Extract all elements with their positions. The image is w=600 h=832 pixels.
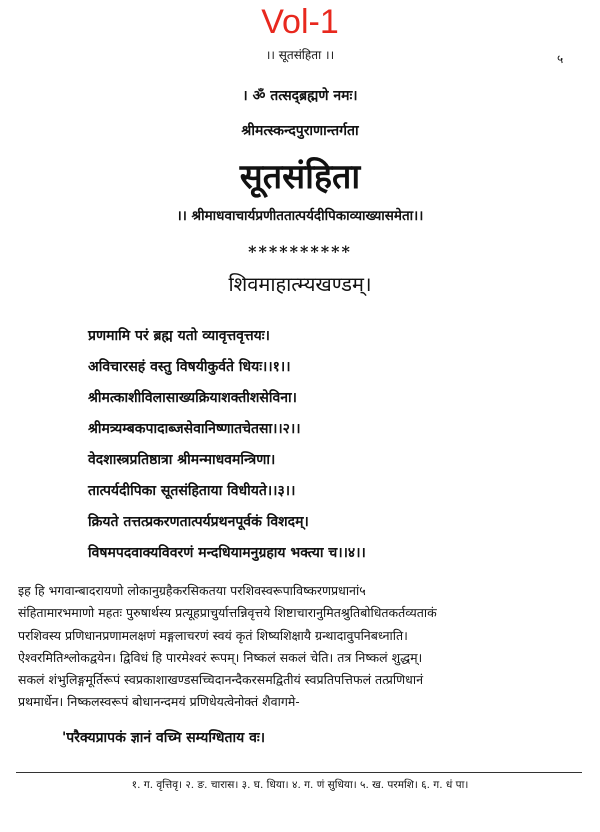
verse-line: प्रणमामि परं ब्रह्म यतो व्यावृत्तवृत्तयः। — [88, 328, 270, 344]
commentary-line: सकलं शंभुलिङ्गमूर्तिरूपं स्वप्रकाशाखण्डसच्चिदानन्दैकरसमद्वितीयं स्वप्रतिपत्तिफलं तत्प्रणिधानं — [18, 672, 424, 688]
quoted-verse: 'परैक्यप्रापकं ज्ञानं वच्मि सम्यग्धिताय वः। — [62, 730, 266, 746]
verse-line: क्रियते तत्तत्प्रकरणतात्पर्यप्रथनपूर्वकं विशदम्। — [88, 514, 309, 530]
verse-line: श्रीमत्काशीविलासाख्यक्रियाशक्तीशसेविना। — [88, 390, 297, 406]
commentary-line: प्रथमार्धेन। निष्कलस्वरूपं बोधानन्दमयं प्रणिधेयत्वेनोक्तं शैवागमे- — [18, 694, 300, 710]
commentary-line: परशिवस्य प्रणिधानप्रणामलक्षणं मङ्गलाचरणं स्वयं कृतं शिष्यशिक्षायै ग्रन्थादावुपनिबध्नाति। — [18, 627, 408, 643]
commentary-line: इह हि भगवान्बादरायणो लोकानुग्रहैकरसिकतया परशिवस्वरूपाविष्करणप्रधानां५ — [18, 583, 366, 598]
verse-line: विषमपदवाक्यविवरणं मन्दधियामनुग्रहाय भक्त्या च।।४।। — [88, 545, 366, 561]
source-line: श्रीमत्स्कन्दपुराणान्तर्गता — [241, 123, 359, 139]
invocation: । ॐ तत्सद्ब्रह्मणे नमः। — [242, 88, 358, 104]
commentary-block — [18, 581, 584, 715]
footnote-divider — [16, 772, 582, 773]
verse-line: श्रीमत्र्यम्बकपादाब्जसेवानिष्णातचेतसा।।२।। — [88, 421, 301, 437]
subtitle: ।। श्रीमाधवाचार्यप्रणीततात्पर्यदीपिकाव्याख्यासमेता।। — [176, 208, 424, 224]
footnotes: १. ग. वृत्तिवृ। २. ङ. चारास। ३. घ. धिया। ४. ग. णं सुधिया। ५. ख. परमशि। ६. ग. धं पा। — [131, 779, 469, 791]
star-separator: ********** — [248, 242, 352, 261]
section-title: शिवमाहात्म्यखण्डम्। — [228, 272, 372, 296]
verse-line: तात्पर्यदीपिका सूतसंहिताया विधीयते।।३।। — [88, 483, 296, 499]
volume-watermark: Vol-1 — [261, 3, 339, 41]
running-header: ।। सूतसंहिता ।। — [265, 48, 335, 62]
verse-line: अविचारसहं वस्तु विषयीकुर्वते धियः।।१।। — [88, 359, 291, 375]
verse-line: वेदशास्त्रप्रतिष्ठात्रा श्रीमन्माधवमन्त्रिणा। — [88, 452, 276, 468]
page-number: ५ — [557, 52, 564, 66]
commentary-line: संहितामारभमाणो महतः पुरुषार्थस्य प्रत्यूहप्राचुर्यात्तन्निवृत्तये शिष्टाचारानुमितश्रुतिबोधितकर्तव्यताकं — [18, 605, 437, 621]
page-title: सूतसंहिता — [239, 157, 361, 197]
commentary-line: ऐश्वरमितिश्लोकद्वयेन। द्विविधं हि पारमेश्वरं रूपम्। निष्कलं सकलं चेति। तत्र निष्कलं शुद्धम्। — [18, 649, 423, 665]
verse-block — [88, 325, 568, 573]
